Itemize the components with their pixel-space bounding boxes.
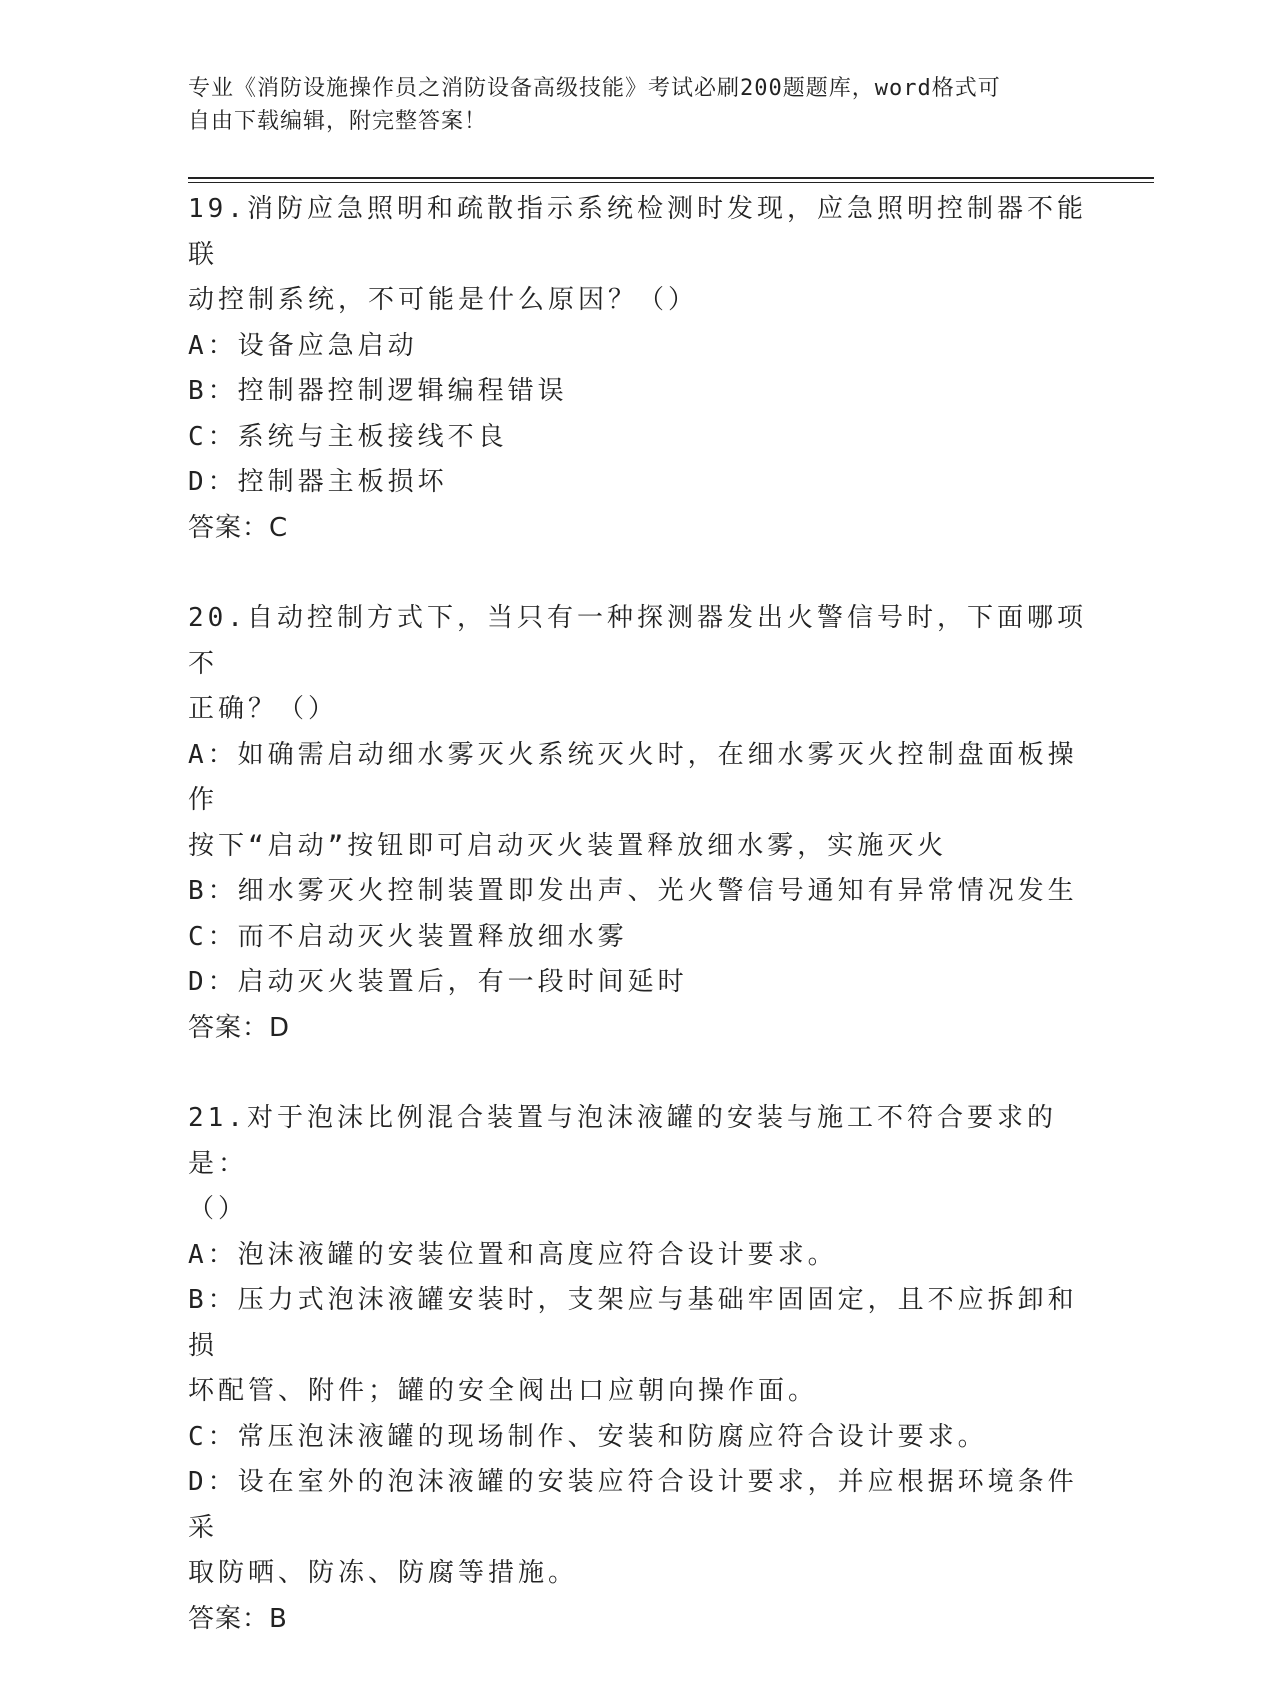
document-header [188,72,1088,138]
question-21 [188,1096,1088,1642]
question-stem: 20.自动控制方式下，当只有一种探测器发出火警信号时，下面哪项不 [188,603,1087,679]
option-a: A：泡沫液罐的安装位置和高度应符合设计要求。 [188,1239,838,1270]
question-stem-continued: 动控制系统，不可能是什么原因？（） [188,285,699,315]
option-d: D：控制器主板损坏 [188,467,448,497]
header-divider-thin [188,182,1154,183]
option-d-continued: 取防晒、防冻、防腐等措施。 [188,1558,579,1588]
option-a: A：设备应急启动 [188,330,418,361]
answer-label: 答案：B [188,1603,288,1634]
question-19 [188,187,1088,551]
option-a-continued: 按下“启动”按钮即可启动灭火装置释放细水雾，实施灭火 [188,830,948,861]
option-b: B：细水雾灭火控制装置即发出声、光火警信号通知有异常情况发生 [188,876,1078,906]
option-b: B：压力式泡沫液罐安装时，支架应与基础牢固固定，且不应拆卸和损 [188,1285,1078,1361]
question-stem: 21.对于泡沫比例混合装置与泡沫液罐的安装与施工不符合要求的是： [188,1103,1057,1179]
option-a: A：如确需启动细水雾灭火系统灭火时，在细水雾灭火控制盘面板操作 [188,739,1078,815]
option-c: C：常压泡沫液罐的现场制作、安装和防腐应符合设计要求。 [188,1421,988,1452]
option-b: B：控制器控制逻辑编程错误 [188,376,568,406]
option-d: D：启动灭火装置后，有一段时间延时 [188,967,688,997]
question-stem-continued: （） [188,1194,249,1224]
option-c: C：而不启动灭火装置释放细水雾 [188,921,628,952]
header-divider-thick [188,177,1154,179]
question-list [188,187,1088,1687]
option-d: D：设在室外的泡沫液罐的安装应符合设计要求，并应根据环境条件采 [188,1467,1078,1543]
answer-label: 答案：C [188,512,289,543]
header-line-2: 自由下载编辑，附完整答案！ [188,109,488,134]
question-stem-continued: 正确？（） [188,694,339,724]
question-20 [188,596,1088,1051]
question-stem: 19.消防应急照明和疏散指示系统检测时发现，应急照明控制器不能联 [188,194,1087,270]
answer-label: 答案：D [188,1012,291,1043]
option-b-continued: 坏配管、附件；罐的安全阀出口应朝向操作面。 [188,1376,819,1406]
header-line-1: 专业《消防设施操作员之消防设备高级技能》考试必刷200题题库，word格式可 [188,76,1001,101]
option-c: C：系统与主板接线不良 [188,421,508,452]
